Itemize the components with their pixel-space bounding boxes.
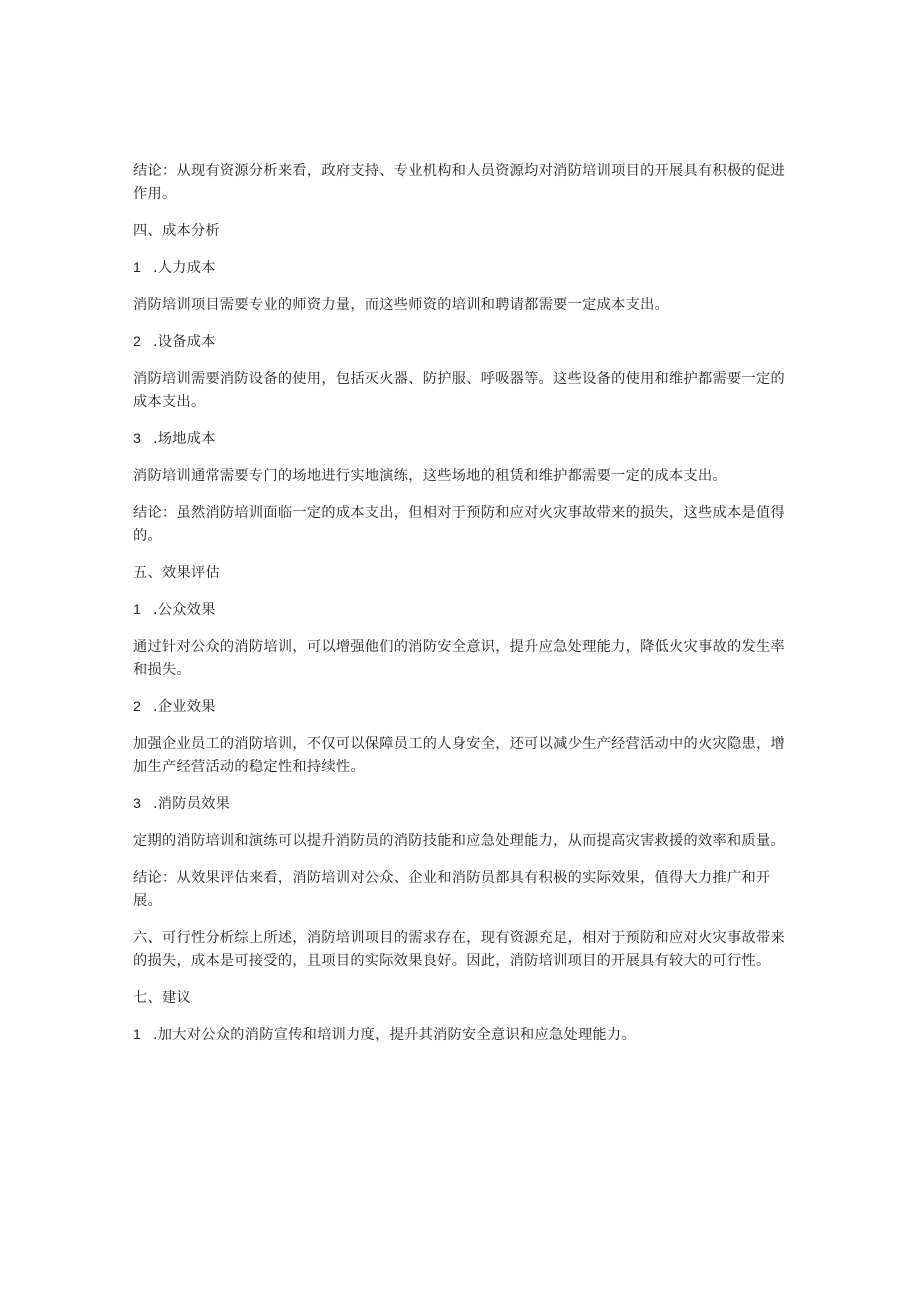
item-number: 1 [133,1027,142,1043]
item-text: .加大对公众的消防宣传和培训力度，提升其消防安全意识和应急处理能力。 [153,1027,636,1043]
section-heading: 七、建议 [133,990,191,1006]
item-number: 1 [133,602,142,618]
numbered-item [133,696,793,719]
numbered-item [133,428,793,451]
section-heading: 五、效果评估 [133,565,220,581]
section-heading: 四、成本分析 [133,223,220,239]
item-text: .消防员效果 [153,796,231,812]
paragraph: 通过针对公众的消防培训，可以增强他们的消防安全意识，提升应急处理能力，降低火灾事故的发生率和损失。 [133,639,785,678]
numbered-item [133,257,793,280]
paragraph: 定期的消防培训和演练可以提升消防员的消防技能和应急处理能力，从而提高灾害救援的效率和质量。 [133,833,785,849]
item-number: 1 [133,260,142,276]
paragraph: 消防培训需要消防设备的使用，包括灭火器、防护服、呼吸器等。这些设备的使用和维护都需要一定的成本支出。 [133,371,785,410]
numbered-item [133,793,793,816]
item-number: 3 [133,431,142,447]
item-text: .公众效果 [153,602,216,618]
paragraph: 消防培训项目需要专业的师资力量，而这些师资的培训和聘请都需要一定成本支出。 [133,297,670,313]
item-text: .人力成本 [153,260,216,276]
numbered-item [133,1024,793,1047]
paragraph: 结论：从现有资源分析来看，政府支持、专业机构和人员资源均对消防培训项目的开展具有积极的促进作用。 [133,163,785,202]
section-paragraph: 六、可行性分析综上所述，消防培训项目的需求存在，现有资源充足，相对于预防和应对火灾事故带来的损失，成本是可接受的，且项目的实际效果良好。因此，消防培训项目的开展具有较大的可行性。 [133,930,785,969]
paragraph: 消防培训通常需要专门的场地进行实地演练，这些场地的租赁和维护都需要一定的成本支出。 [133,468,727,484]
conclusion-paragraph: 结论：从效果评估来看，消防培训对公众、企业和消防员都具有积极的实际效果，值得大力推广和开展。 [133,870,771,909]
item-number: 3 [133,796,142,812]
item-text: .设备成本 [153,334,216,350]
paragraph: 加强企业员工的消防培训，不仅可以保障员工的人身安全，还可以减少生产经营活动中的火灾隐患，增加生产经营活动的稳定性和持续性。 [133,736,785,775]
item-number: 2 [133,334,142,350]
numbered-item [133,331,793,354]
numbered-item [133,599,793,622]
item-text: .企业效果 [153,699,216,715]
item-text: .场地成本 [153,431,216,447]
document-page [133,160,793,1061]
conclusion-paragraph: 结论：虽然消防培训面临一定的成本支出，但相对于预防和应对火灾事故带来的损失，这些成本是值得的。 [133,505,785,544]
item-number: 2 [133,699,142,715]
